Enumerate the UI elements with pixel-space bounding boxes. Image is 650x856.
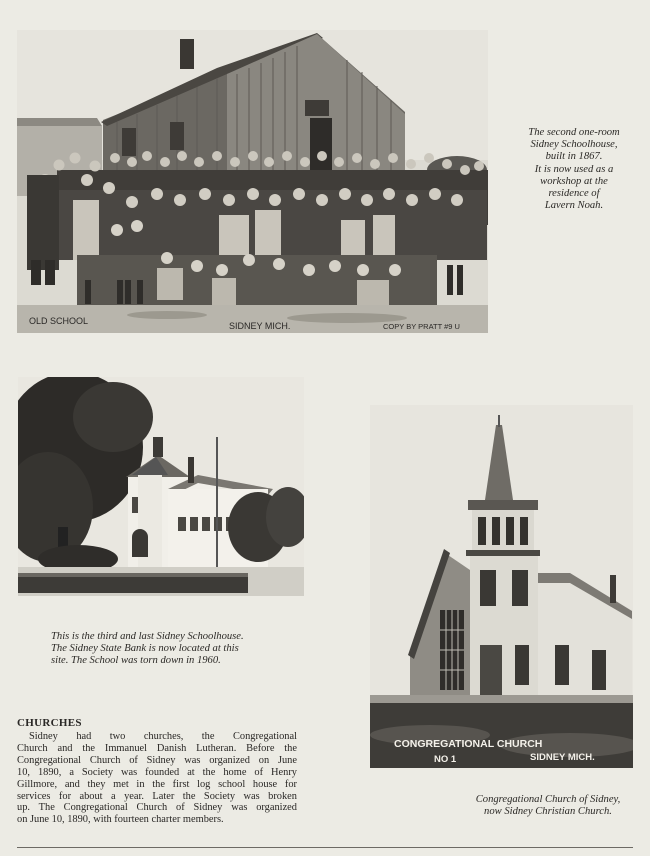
caption-line: Lavern Noah.	[544, 200, 604, 212]
caption-line: workshop at the	[540, 175, 608, 187]
photo-third-schoolhouse	[18, 377, 304, 596]
caption-line: This is the third and last Sidney Schoolhouse.	[51, 631, 244, 642]
article-line: 10, 1890, a Society was founded at the home of Henry	[17, 766, 297, 778]
caption-line: residence of	[548, 188, 600, 200]
photo-label-old-school: OLD SCHOOL	[29, 316, 89, 326]
caption-line: It is now used as a	[534, 163, 614, 175]
caption-third-schoolhouse	[51, 631, 291, 668]
article-line: services for about a year. Later the Society was broken	[17, 790, 297, 802]
caption-line: built in 1867.	[545, 151, 603, 163]
article-line: up. The Congregational Church of Sidney was organized	[17, 802, 297, 814]
caption-line: now Sidney Christian Church.	[484, 806, 612, 818]
article-line: on June 10, 1890, with fourteen charter members.	[17, 814, 224, 826]
caption-line: The second one-room	[528, 127, 620, 138]
photo-label-sidney-mich: SIDNEY MICH.	[530, 752, 595, 763]
caption-second-schoolhouse	[512, 127, 636, 212]
caption-line: The Sidney State Bank is now located at this	[51, 643, 239, 655]
caption-line: Sidney Schoolhouse,	[530, 139, 618, 151]
article-line: Gillmore, and they met in the first log school house for	[17, 778, 297, 790]
article-line: Church and the Immanuel Danish Lutheran. Before the	[17, 742, 297, 754]
photo-old-schoolhouse	[17, 30, 488, 333]
section-heading-churches: CHURCHES	[17, 717, 82, 729]
caption-line: site. The School was torn down in 1960.	[51, 655, 221, 667]
article-churches-body	[17, 731, 297, 826]
caption-congregational-church	[462, 794, 634, 818]
article-line: Congregational Church of Sidney was organized on June	[17, 754, 297, 766]
article-line: Sidney had two churches, the Congregational	[29, 731, 297, 742]
photo-label-congregational-church: CONGREGATIONAL CHURCH	[394, 738, 543, 750]
page-bottom-rule	[17, 847, 633, 848]
caption-line: Congregational Church of Sidney,	[475, 794, 621, 805]
photo-label-copy-by-pratt: COPY BY PRATT #9 U	[383, 322, 460, 331]
photo-label-sidney-mich: SIDNEY MICH.	[229, 321, 291, 331]
photo-label-no-1: NO 1	[434, 754, 457, 765]
photo-congregational-church	[370, 405, 633, 768]
